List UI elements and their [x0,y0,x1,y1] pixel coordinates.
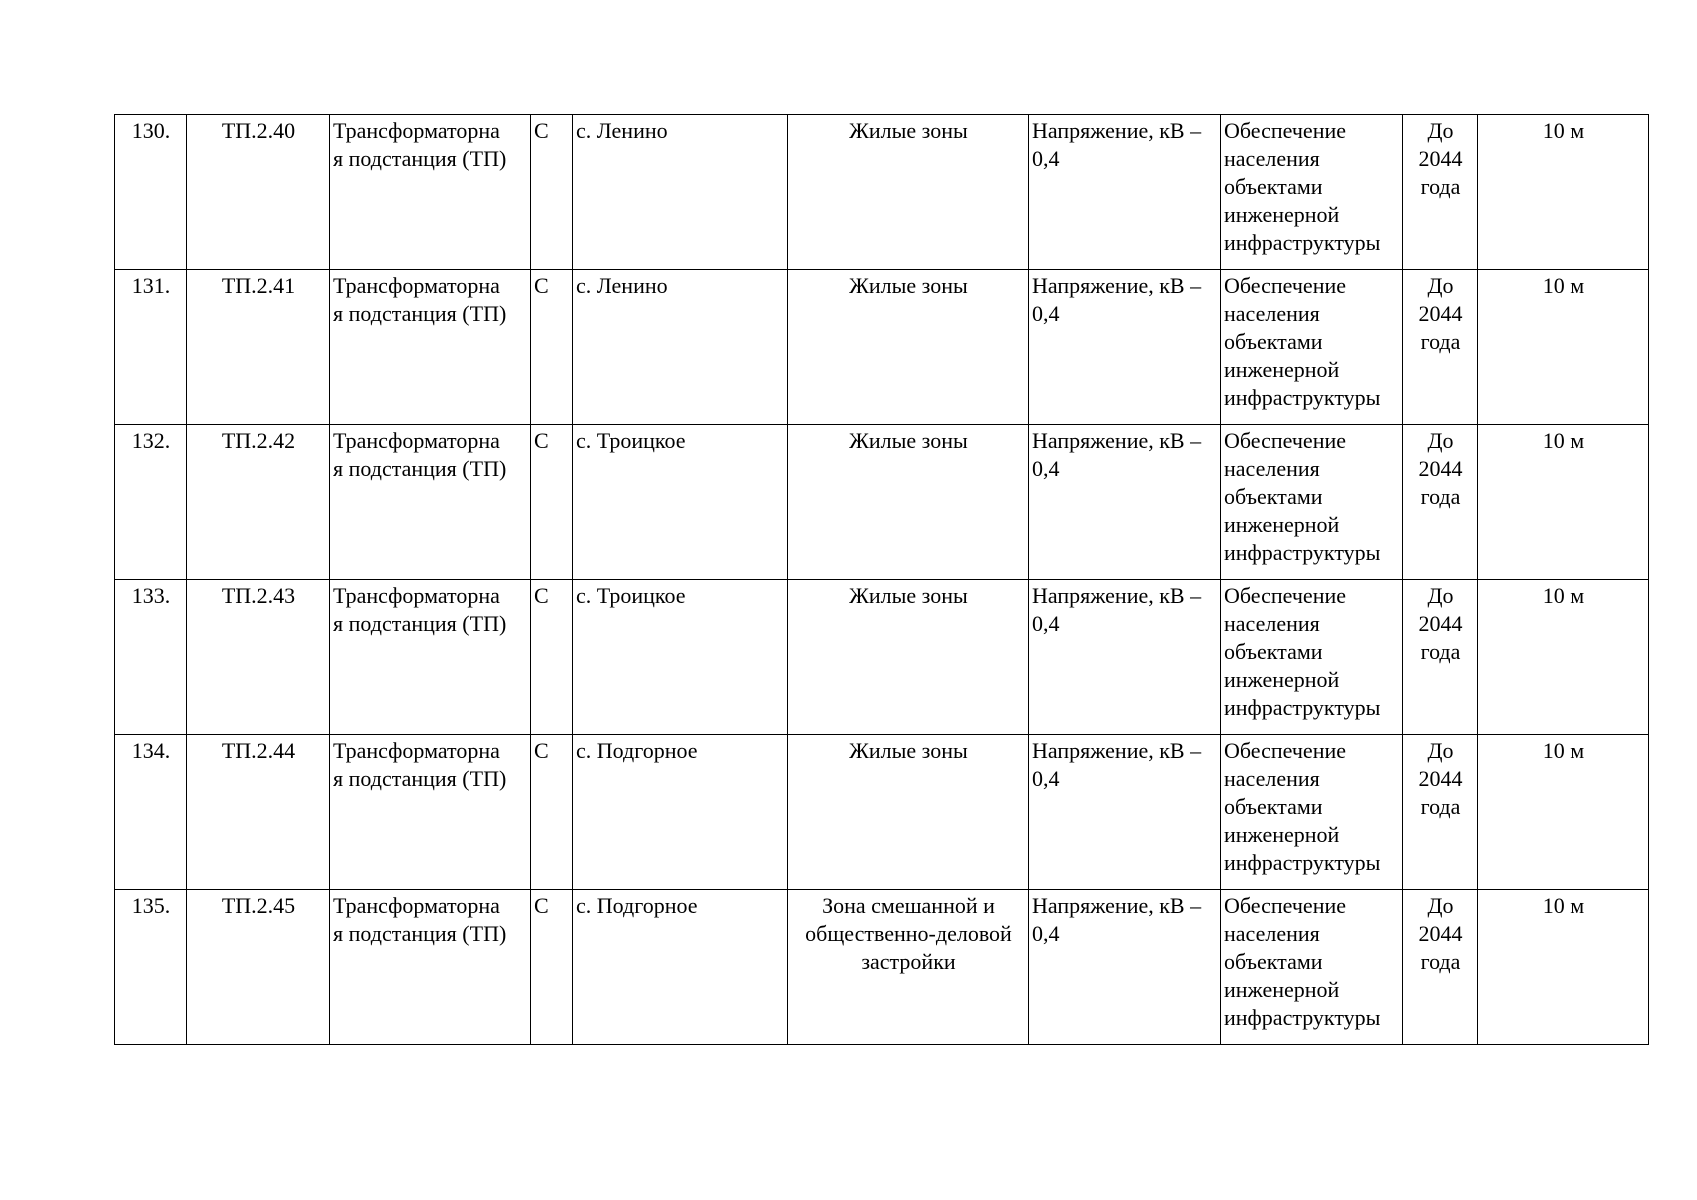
location-cell: с. Ленино [573,115,788,270]
term-cell: До 2044 года [1403,580,1478,735]
characteristics-cell: Напряжение, кВ – 0,4 [1029,270,1221,425]
zone-size-cell: 10 м [1478,890,1649,1045]
functional-zone-cell: Зона смешанной и общественно-деловой застройки [788,890,1029,1045]
table-row [115,735,1649,890]
object-name-cell: Трансформаторна я подстанция (ТП) [330,425,531,580]
status-cell: С [531,270,573,425]
term-cell: До 2044 года [1403,735,1478,890]
object-name-cell: Трансформаторна я подстанция (ТП) [330,270,531,425]
status-cell: С [531,115,573,270]
purpose-cell: Обеспечение населения объектами инженерной инфраструктуры [1221,890,1403,1045]
zone-size-cell: 10 м [1478,580,1649,735]
characteristics-cell: Напряжение, кВ – 0,4 [1029,425,1221,580]
term-cell: До 2044 года [1403,115,1478,270]
table-row [115,425,1649,580]
status-cell: С [531,735,573,890]
purpose-cell: Обеспечение населения объектами инженерной инфраструктуры [1221,115,1403,270]
table-body [115,115,1649,1045]
zone-size-cell: 10 м [1478,425,1649,580]
zone-size-cell: 10 м [1478,115,1649,270]
location-cell: с. Троицкое [573,580,788,735]
location-cell: с. Подгорное [573,890,788,1045]
purpose-cell: Обеспечение населения объектами инженерной инфраструктуры [1221,735,1403,890]
object-code-cell: ТП.2.43 [187,580,330,735]
functional-zone-cell: Жилые зоны [788,115,1029,270]
term-cell: До 2044 года [1403,890,1478,1045]
object-name-cell: Трансформаторна я подстанция (ТП) [330,115,531,270]
functional-zone-cell: Жилые зоны [788,270,1029,425]
purpose-cell: Обеспечение населения объектами инженерной инфраструктуры [1221,425,1403,580]
purpose-cell: Обеспечение населения объектами инженерной инфраструктуры [1221,270,1403,425]
location-cell: с. Ленино [573,270,788,425]
row-number-cell: 130. [115,115,187,270]
characteristics-cell: Напряжение, кВ – 0,4 [1029,890,1221,1045]
row-number-cell: 133. [115,580,187,735]
characteristics-cell: Напряжение, кВ – 0,4 [1029,115,1221,270]
object-code-cell: ТП.2.42 [187,425,330,580]
row-number-cell: 135. [115,890,187,1045]
row-number-cell: 132. [115,425,187,580]
object-code-cell: ТП.2.40 [187,115,330,270]
object-name-cell: Трансформаторна я подстанция (ТП) [330,735,531,890]
functional-zone-cell: Жилые зоны [788,425,1029,580]
purpose-cell: Обеспечение населения объектами инженерной инфраструктуры [1221,580,1403,735]
term-cell: До 2044 года [1403,425,1478,580]
term-cell: До 2044 года [1403,270,1478,425]
row-number-cell: 134. [115,735,187,890]
location-cell: с. Подгорное [573,735,788,890]
functional-zone-cell: Жилые зоны [788,735,1029,890]
functional-zone-cell: Жилые зоны [788,580,1029,735]
table-row [115,270,1649,425]
location-cell: с. Троицкое [573,425,788,580]
row-number-cell: 131. [115,270,187,425]
table-row [115,580,1649,735]
table-row [115,115,1649,270]
zone-size-cell: 10 м [1478,270,1649,425]
status-cell: С [531,580,573,735]
status-cell: С [531,425,573,580]
object-name-cell: Трансформаторна я подстанция (ТП) [330,580,531,735]
object-code-cell: ТП.2.44 [187,735,330,890]
characteristics-cell: Напряжение, кВ – 0,4 [1029,580,1221,735]
object-code-cell: ТП.2.45 [187,890,330,1045]
characteristics-cell: Напряжение, кВ – 0,4 [1029,735,1221,890]
object-code-cell: ТП.2.41 [187,270,330,425]
zone-size-cell: 10 м [1478,735,1649,890]
status-cell: С [531,890,573,1045]
table-row [115,890,1649,1045]
objects-table [114,114,1649,1045]
object-name-cell: Трансформаторна я подстанция (ТП) [330,890,531,1045]
